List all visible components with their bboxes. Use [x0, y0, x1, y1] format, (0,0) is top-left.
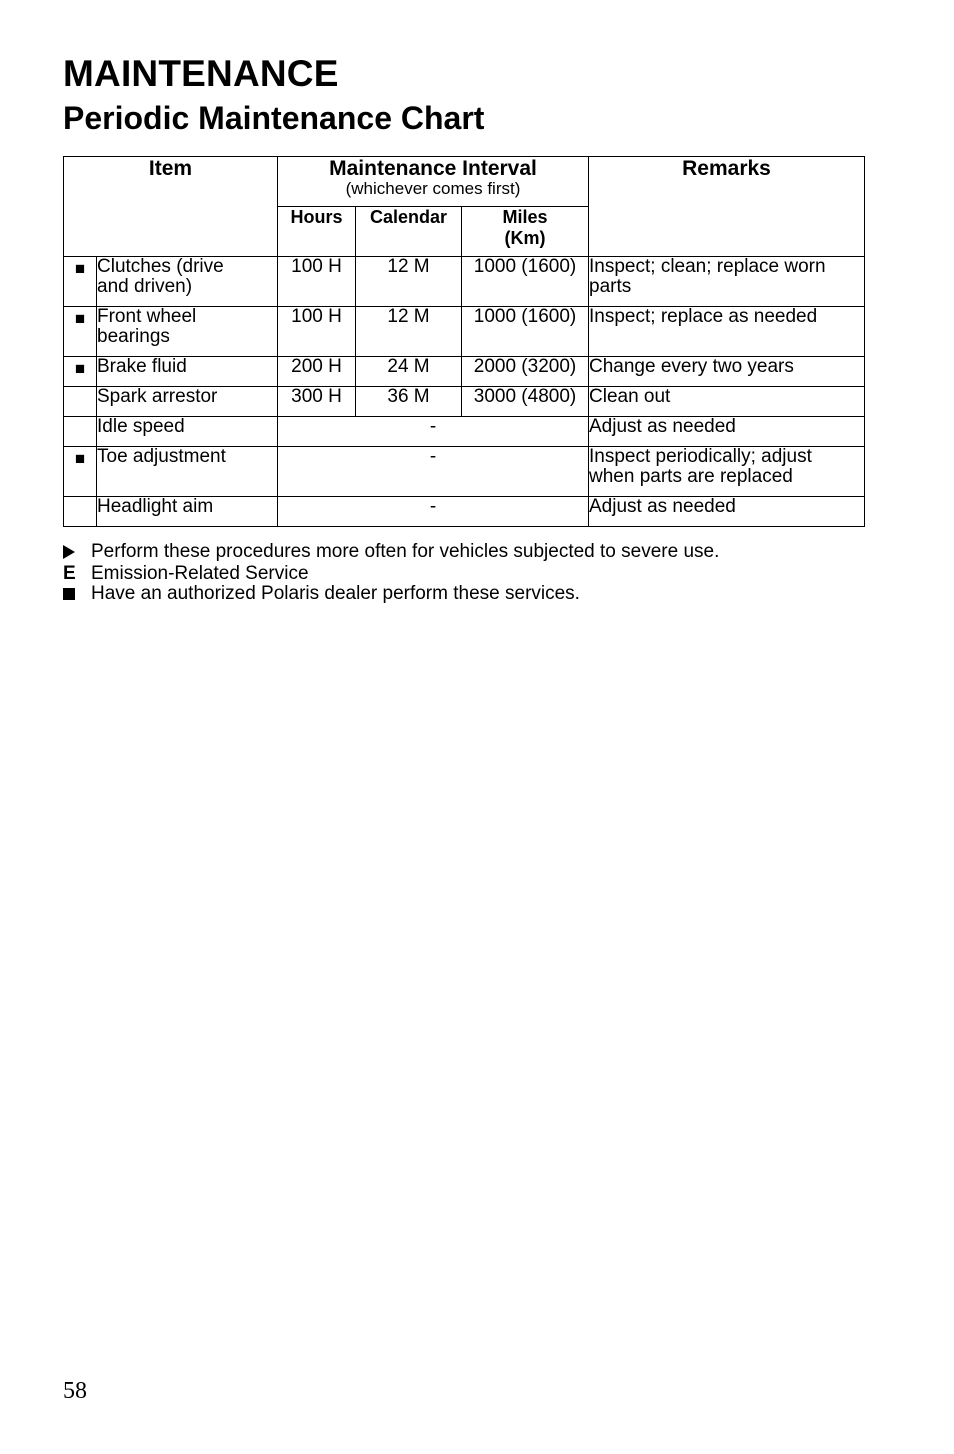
interval-value: - [278, 417, 589, 447]
dealer-square-icon: ■ [64, 447, 97, 497]
table-row [64, 497, 865, 527]
maintenance-table [63, 156, 865, 527]
table-row [64, 307, 865, 357]
item-name: Spark arrestor [97, 387, 278, 417]
dealer-square-icon: ■ [64, 357, 97, 387]
legend-note-emission [63, 564, 719, 584]
table-row [64, 357, 865, 387]
miles-value: 3000 (4800) [462, 387, 589, 417]
section-title: MAINTENANCE [63, 53, 339, 94]
header-hours: Hours [278, 207, 356, 257]
remarks-value: Inspect; replace as needed [589, 307, 865, 357]
square-icon [63, 584, 91, 605]
calendar-value: 24 M [356, 357, 462, 387]
item-name: Brake fluid [97, 357, 278, 387]
interval-value: - [278, 447, 589, 497]
emission-symbol: E [63, 563, 76, 584]
row-mark [64, 417, 97, 447]
miles-value: 1000 (1600) [462, 257, 589, 307]
legend-note-dealer [63, 584, 719, 605]
remarks-value: Change every two years [589, 357, 865, 387]
item-name: Idle speed [97, 417, 278, 447]
miles-value: 2000 (3200) [462, 357, 589, 387]
header-miles: Miles (Km) [462, 207, 589, 257]
item-name: Toe adjustment [97, 447, 278, 497]
table-row [64, 447, 865, 497]
legend-text: Emission-Related Service [91, 563, 309, 584]
chart-title: Periodic Maintenance Chart [63, 100, 485, 136]
calendar-value: 12 M [356, 257, 462, 307]
table-header-row [64, 157, 865, 207]
miles-value: 1000 (1600) [462, 307, 589, 357]
remarks-value: Inspect periodically; adjust when parts are replaced [589, 447, 865, 497]
remarks-value: Adjust as needed [589, 417, 865, 447]
hours-value: 300 H [278, 387, 356, 417]
legend-text: Perform these procedures more often for vehicles subjected to severe use. [91, 541, 720, 562]
hours-value: 100 H [278, 257, 356, 307]
hours-value: 200 H [278, 357, 356, 387]
header-interval: Maintenance Interval (whichever comes first) [278, 157, 589, 207]
header-item: Item [64, 157, 278, 257]
table-row [64, 257, 865, 307]
legend-notes [63, 542, 719, 605]
remarks-value: Adjust as needed [589, 497, 865, 527]
calendar-value: 12 M [356, 307, 462, 357]
table-row [64, 417, 865, 447]
dealer-square-icon: ■ [64, 257, 97, 307]
item-name: Front wheel bearings [97, 307, 278, 357]
dealer-square-icon: ■ [64, 307, 97, 357]
legend-note-severe-use [63, 542, 719, 564]
header-remarks: Remarks [589, 157, 865, 257]
legend-text: Have an authorized Polaris dealer perform these services. [91, 583, 580, 604]
interval-value: - [278, 497, 589, 527]
remarks-value: Inspect; clean; replace worn parts [589, 257, 865, 307]
row-mark [64, 387, 97, 417]
item-name: Clutches (drive and driven) [97, 257, 278, 307]
page-number: 58 [63, 1378, 87, 1404]
item-name: Headlight aim [97, 497, 278, 527]
hours-value: 100 H [278, 307, 356, 357]
triangle-icon [63, 542, 91, 564]
table-row [64, 387, 865, 417]
remarks-value: Clean out [589, 387, 865, 417]
header-calendar: Calendar [356, 207, 462, 257]
row-mark [64, 497, 97, 527]
calendar-value: 36 M [356, 387, 462, 417]
